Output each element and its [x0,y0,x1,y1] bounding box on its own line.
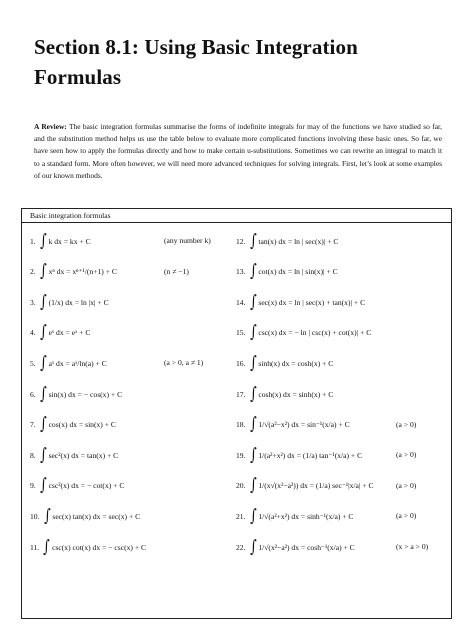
integral-sign-icon: ∫ [43,536,50,557]
formula-expression: csc²(x) dx = − cot(x) + C [48,481,125,491]
formula-condition: (x > a > 0) [396,542,429,551]
integral-sign-icon: ∫ [39,322,47,343]
formula-number: 17. [236,389,246,399]
integral-sign-icon: ∫ [249,322,257,343]
formula-number: 22. [236,542,246,552]
formula-number: 5. [30,358,36,368]
formula-expression: 1/√(a²+x²) dx = sinh⁻¹(x/a) + C [258,511,354,521]
formula-number: 11. [30,542,40,552]
integral-sign-icon: ∫ [249,444,257,465]
formula-right-6 [236,382,333,406]
integral-sign-icon: ∫ [249,352,257,373]
formula-expression: sec(x) dx = ln | sec(x) + tan(x)| + C [258,297,366,307]
formula-condition: (a > 0) [396,419,417,429]
formula-right-3 [236,290,365,314]
formula-left-3 [30,290,109,314]
formula-expression: 1/(x√(x²−a²)) dx = (1/a) sec⁻¹|x/a| + C [258,481,374,491]
formula-number: 4. [30,328,36,338]
integral-sign-icon: ∫ [39,261,47,282]
formula-expression: cosh(x) dx = sinh(x) + C [258,389,334,399]
formula-expression: eˣ dx = eˣ + C [48,328,91,338]
formula-right-7 [236,413,350,437]
integral-sign-icon: ∫ [249,230,257,251]
integral-sign-icon: ∫ [39,230,47,251]
formula-left-11 [30,535,146,559]
formula-condition: (a > 0) [396,480,417,490]
formula-right-5 [236,351,333,375]
formula-right-4 [236,321,371,345]
review-text: The basic integration formulas summarise the forms of indefinite integrals for may of the functions we have studied so far, and the substitution method helps us use the table below to evaluate more complicated functions involving these basic ones. So far, we have seen how to apply the formulas directly and how to make certain u-substitutions. Sometimes we can rewrite an integral to match it to a standard form. More often however, we will need more advanced techniques for solving integrals. First, let’s look at some examples of our known methods. [34,122,442,180]
formula-number: 12. [236,236,246,246]
review-label: A Review: [34,122,67,131]
formula-right-10 [236,504,354,528]
formula-expression: k dx = kx + C [48,236,91,246]
formula-right-1 [236,229,339,253]
formula-left-10 [30,504,140,528]
formula-expression: 1/√(a²−x²) dx = sin⁻¹(x/a) + C [258,420,350,430]
formula-expression: sec²(x) dx = tan(x) + C [48,450,119,460]
formula-left-1 [30,229,91,253]
review-paragraph [34,121,442,182]
formula-condition: (any number k) [164,236,211,245]
formula-number: 8. [30,450,36,460]
formula-expression: cos(x) dx = sin(x) + C [48,420,116,430]
integral-sign-icon: ∫ [249,536,257,557]
integral-sign-icon: ∫ [249,291,257,312]
formula-expression: csc(x) cot(x) dx = − csc(x) + C [52,542,147,552]
page-title [34,32,454,92]
formula-expression: sin(x) dx = − cos(x) + C [48,389,123,399]
formula-number: 3. [30,297,36,307]
formula-condition: (a > 0, a ≠ 1) [164,358,204,368]
formula-expression: xⁿ dx = xⁿ⁺¹/(n+1) + C [48,267,117,277]
formula-condition: (a > 0) [396,450,417,460]
integral-sign-icon: ∫ [249,261,257,282]
integral-sign-icon: ∫ [39,475,47,496]
formula-condition: (n ≠ −1) [164,266,189,276]
formula-number: 20. [236,481,246,491]
formula-expression: sinh(x) dx = cosh(x) + C [258,358,334,368]
integral-sign-icon: ∫ [249,475,257,496]
formula-expression: csc(x) dx = − ln | csc(x) + cot(x)| + C [258,328,372,338]
integral-sign-icon: ∫ [39,444,47,465]
formula-number: 9. [30,481,36,491]
formula-left-9 [30,474,124,498]
formula-left-8 [30,443,118,467]
formula-number: 2. [30,267,36,277]
formula-number: 15. [236,328,246,338]
formula-left-4 [30,321,90,345]
formula-number: 13. [236,267,246,277]
formula-number: 19. [236,450,246,460]
formula-right-9 [236,474,374,498]
integral-sign-icon: ∫ [249,383,257,404]
formula-number: 6. [30,389,36,399]
integral-sign-icon: ∫ [39,352,47,373]
formula-left-5 [30,351,107,375]
formula-right-11 [236,535,355,559]
formula-expression: cot(x) dx = ln | sin(x)| + C [258,267,338,277]
integral-sign-icon: ∫ [39,414,47,435]
formula-left-2 [30,260,117,284]
formula-expression: aˣ dx = aˣ/ln(a) + C [48,358,107,368]
formula-right-2 [236,260,338,284]
integral-sign-icon: ∫ [39,383,47,404]
formula-left-7 [30,413,116,437]
formula-expression: tan(x) dx = ln | sec(x)| + C [258,236,339,246]
formula-expression: 1/(a²+x²) dx = (1/a) tan⁻¹(x/a) + C [258,450,363,460]
formula-right-8 [236,443,362,467]
title-line-2: Formulas [34,65,122,89]
formula-expression: (1/x) dx = ln |x| + C [48,297,109,307]
formula-condition: (a > 0) [396,511,417,521]
formula-number: 21. [236,511,246,521]
formula-number: 10. [30,511,40,521]
formula-expression: sec(x) tan(x) dx = sec(x) + C [52,511,141,521]
integral-sign-icon: ∫ [249,505,257,526]
formula-expression: 1/√(x²−a²) dx = cosh⁻¹(x/a) + C [258,542,355,552]
formula-number: 7. [30,420,36,430]
title-line-1: Section 8.1: Using Basic Integration [34,35,358,59]
integral-sign-icon: ∫ [39,291,47,312]
formula-number: 18. [236,420,246,430]
integral-sign-icon: ∫ [43,505,51,526]
formula-number: 1. [30,236,36,246]
formula-number: 14. [236,297,246,307]
integral-sign-icon: ∫ [249,414,257,435]
formula-left-6 [30,382,122,406]
formula-number: 16. [236,358,246,368]
formula-table-header: Basic integration formulas [22,209,451,223]
